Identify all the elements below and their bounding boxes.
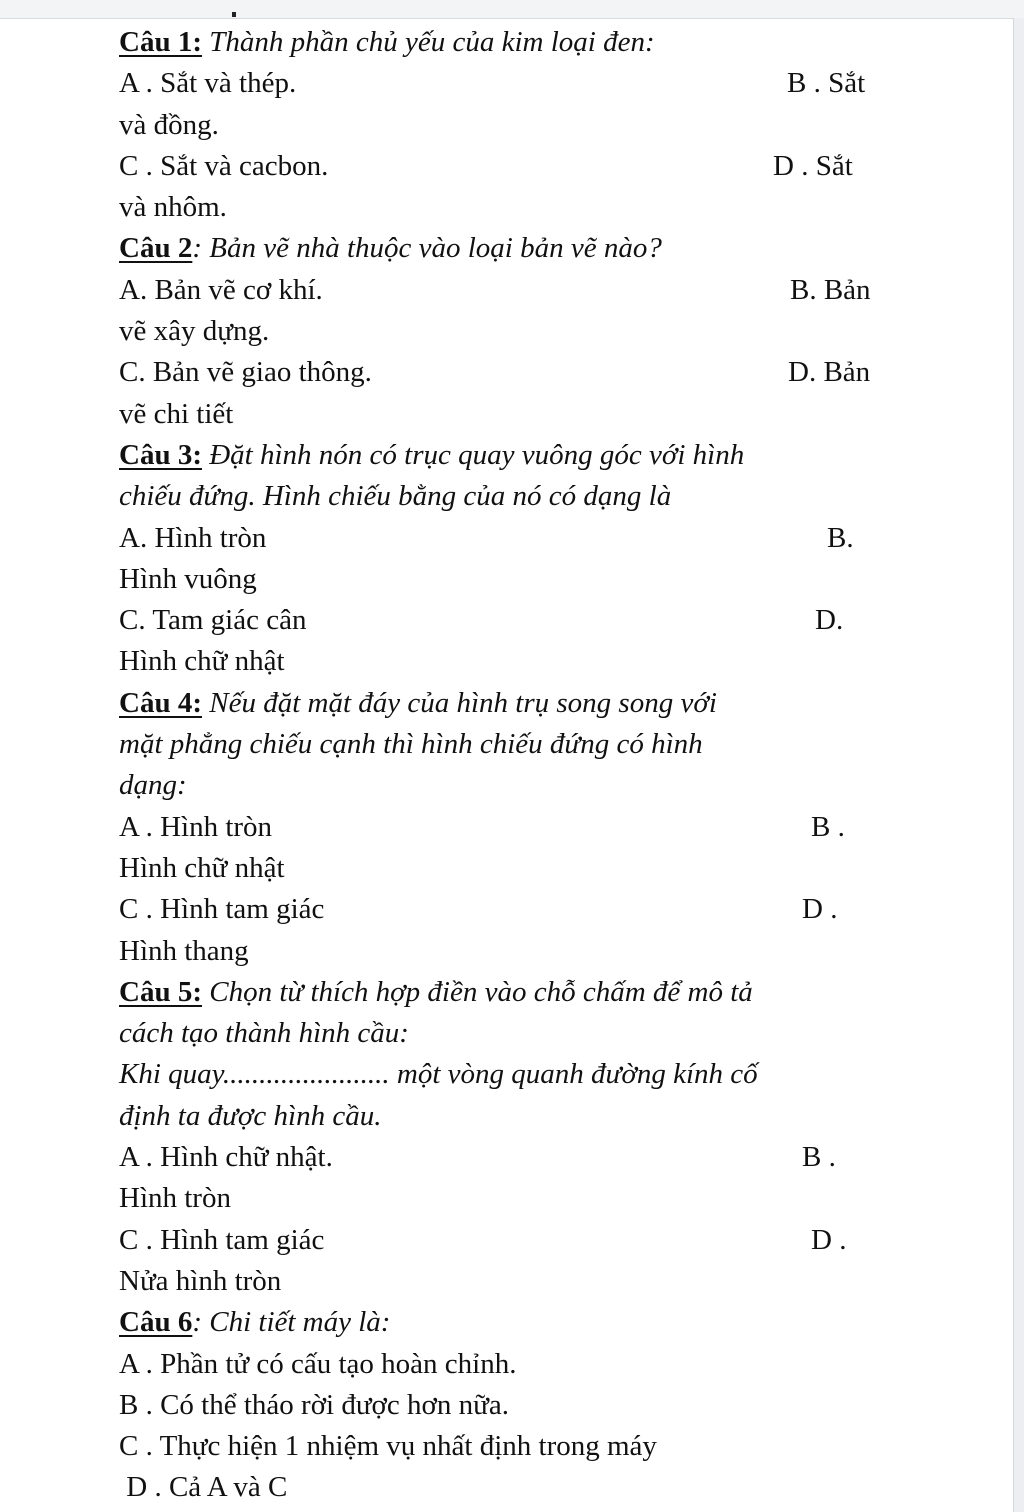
question-label: Câu 3:	[119, 438, 202, 471]
option-line	[119, 1344, 919, 1385]
fill-in-sentence: Khi quay....................... một vòng quanh đường kính cố	[119, 1058, 758, 1091]
question-text-line	[119, 765, 919, 806]
option-left: vẽ xây dựng.	[119, 315, 270, 348]
option-line	[119, 63, 919, 104]
question-label: Câu 6	[119, 1306, 193, 1339]
option-left: vẽ chi tiết	[119, 397, 234, 430]
option-line	[119, 270, 919, 311]
option-left: A . Hình chữ nhật.	[119, 1141, 333, 1174]
question-text: : Chi tiết máy là:	[192, 1306, 391, 1339]
option-left: Hình chữ nhật	[119, 645, 285, 678]
option-line	[119, 1385, 919, 1426]
option-left: A . Sắt và thép.	[119, 67, 297, 100]
option-left: C . Thực hiện 1 nhiệm vụ nhất định trong máy	[119, 1430, 657, 1463]
option-left: A. Hình tròn	[119, 521, 267, 554]
option-left: C . Hình tam giác	[119, 893, 325, 926]
option-left: C. Bản vẽ giao thông.	[119, 356, 372, 389]
option-right: D .	[802, 893, 838, 926]
option-line	[119, 1426, 919, 1467]
option-line	[119, 931, 919, 972]
option-left: Nửa hình tròn	[119, 1264, 282, 1297]
scrollbar[interactable]	[1013, 18, 1024, 1512]
question-text: : Bản vẽ nhà thuộc vào loại bản vẽ nào?	[192, 232, 662, 265]
question-label: Câu 4:	[119, 686, 202, 719]
question-4-header	[119, 683, 919, 724]
option-right: D. Bản	[788, 356, 871, 389]
option-left: A . Hình tròn	[119, 810, 273, 843]
document-page	[119, 22, 919, 1509]
option-line	[119, 1137, 919, 1178]
option-left: C. Tam giác cân	[119, 604, 307, 637]
option-line	[119, 394, 919, 435]
option-line	[119, 559, 919, 600]
option-line	[119, 807, 919, 848]
question-text: Nếu đặt mặt đáy của hình trụ song song với	[201, 686, 717, 719]
option-right: D.	[815, 604, 844, 637]
option-left: và nhôm.	[119, 191, 227, 224]
question-text: định ta được hình cầu.	[119, 1099, 382, 1132]
question-label: Câu 1:	[119, 26, 202, 58]
option-left: Hình tròn	[119, 1182, 231, 1215]
option-line	[119, 600, 919, 641]
question-text-line	[119, 476, 919, 517]
option-left: Hình vuông	[119, 562, 257, 595]
option-left: C . Sắt và cacbon.	[119, 149, 329, 182]
question-text: mặt phẳng chiếu cạnh thì hình chiếu đứng có hình	[119, 728, 703, 761]
option-left: C . Hình tam giác	[119, 1223, 325, 1256]
question-label: Câu 5:	[119, 975, 202, 1008]
option-line	[119, 105, 919, 146]
option-line	[119, 1467, 919, 1508]
question-text-line	[119, 1096, 919, 1137]
question-text: Chọn từ thích hợp điền vào chỗ chấm để mô tả	[201, 975, 753, 1008]
option-line	[119, 146, 919, 187]
cursor-mark	[232, 12, 236, 17]
option-left: Hình thang	[119, 934, 249, 967]
option-right: D . Sắt	[773, 149, 853, 182]
question-text: Thành phần chủ yếu của kim loại đen:	[201, 26, 655, 58]
option-left: A. Bản vẽ cơ khí.	[119, 273, 323, 306]
option-left: B . Có thể tháo rời được hơn nữa.	[119, 1388, 509, 1421]
option-right: B.	[827, 521, 854, 554]
question-text-line	[119, 1013, 919, 1054]
option-left: Hình chữ nhật	[119, 851, 285, 884]
option-line	[119, 1220, 919, 1261]
top-bar	[0, 0, 1024, 19]
option-right: B . Sắt	[787, 67, 866, 100]
option-line	[119, 1178, 919, 1219]
question-text: dạng:	[119, 769, 187, 802]
option-line	[119, 889, 919, 930]
question-text: Đặt hình nón có trục quay vuông góc với hình	[201, 438, 745, 471]
question-text: chiếu đứng. Hình chiếu bằng của nó có dạng là	[119, 480, 672, 513]
question-5-header	[119, 972, 919, 1013]
option-right: B .	[802, 1141, 836, 1174]
option-right: D .	[811, 1223, 847, 1256]
option-left: A . Phần tử có cấu tạo hoàn chỉnh.	[119, 1347, 517, 1380]
option-line	[119, 1261, 919, 1302]
option-right: B. Bản	[790, 273, 871, 306]
option-line	[119, 848, 919, 889]
option-line	[119, 641, 919, 682]
question-1-header	[119, 22, 919, 63]
question-2-header	[119, 228, 919, 269]
question-6-header	[119, 1302, 919, 1343]
option-line	[119, 187, 919, 228]
question-3-header	[119, 435, 919, 476]
option-line	[119, 311, 919, 352]
question-text: cách tạo thành hình cầu:	[119, 1017, 409, 1050]
option-left: và đồng.	[119, 108, 219, 141]
question-text-line	[119, 1054, 919, 1095]
question-label: Câu 2	[119, 232, 193, 265]
option-left: D . Cả A và C	[119, 1471, 288, 1504]
option-line	[119, 352, 919, 393]
option-right: B .	[811, 810, 845, 843]
question-text-line	[119, 724, 919, 765]
option-line	[119, 518, 919, 559]
